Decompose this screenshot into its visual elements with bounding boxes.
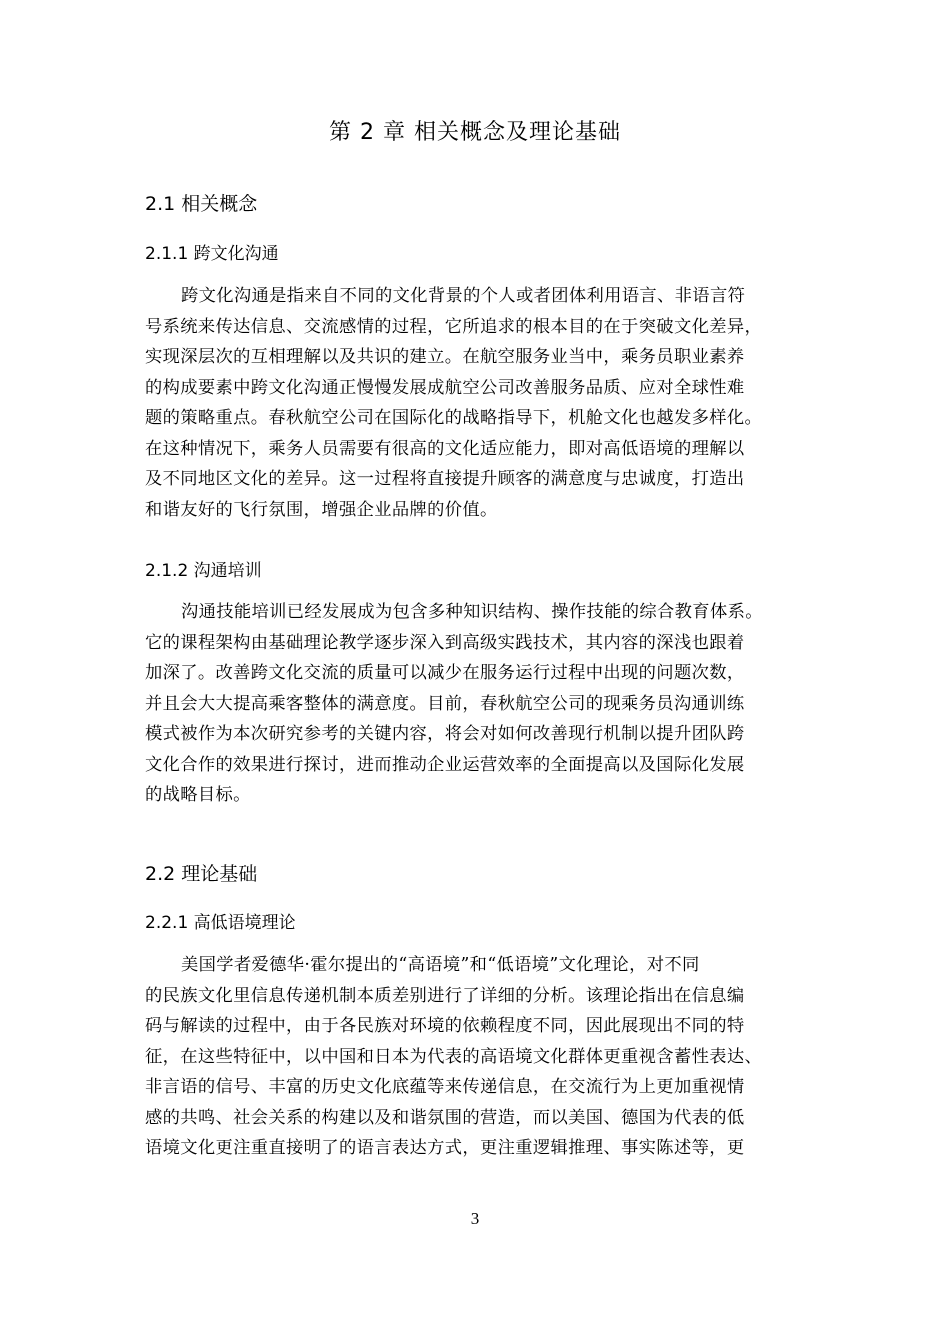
paragraph-line: 感的共鸣、社会关系的构建以及和谐氛围的营造，而以美国、德国为代表的低 <box>145 1107 745 1128</box>
paragraph-line: 语境文化更注重直接明了的语言表达方式，更注重逻辑推理、事实陈述等，更 <box>145 1138 745 1158</box>
paragraph-line: 题的策略重点。春秋航空公司在国际化的战略指导下，机舱文化也越发多样化。 <box>145 408 763 428</box>
paragraph-line: 跨文化沟通是指来自不同的文化背景的个人或者团体利用语言、非语言符 <box>181 286 746 306</box>
paragraph-line: 征，在这些特征中，以中国和日本为代表的高语境文化群体更重视含蓄性表达、 <box>145 1046 763 1067</box>
paragraph-line: 在这种情况下，乘务人员需要有很高的文化适应能力，即对高低语境的理解以 <box>145 438 745 459</box>
paragraph-line: 的民族文化里信息传递机制本质差别进行了详细的分析。该理论指出在信息编 <box>145 985 745 1006</box>
paragraph-line: 的构成要素中跨文化沟通正慢慢发展成航空公司改善服务品质、应对全球性难 <box>145 377 745 398</box>
paragraph-line: 的战略目标。 <box>145 785 251 805</box>
paragraph-line: 非言语的信号、丰富的历史文化底蕴等来传递信息，在交流行为上更加重视情 <box>145 1077 745 1097</box>
paragraph-2-2-1 <box>145 950 815 1164</box>
paragraph-line: 号系统来传达信息、交流感情的过程，它所追求的根本目的在于突破文化差异， <box>145 316 763 337</box>
section-heading-2-2: 2.2 理论基础 <box>145 863 258 885</box>
paragraph-line: 和谐友好的飞行氛围，增强企业品牌的价值。 <box>145 499 498 520</box>
paragraph-line: 模式被作为本次研究参考的关键内容，将会对如何改善现行机制以提升团队跨 <box>145 724 745 744</box>
paragraph-line: 它的课程架构由基础理论教学逐步深入到高级实践技术，其内容的深浅也跟着 <box>145 632 745 653</box>
paragraph-line: 文化合作的效果进行探讨，进而推动企业运营效率的全面提高以及国际化发展 <box>145 754 745 775</box>
paragraph-2-1-2 <box>145 597 815 811</box>
subsection-heading-2-1-1: 2.1.1 跨文化沟通 <box>145 244 279 264</box>
page-number: 3 <box>470 1209 480 1228</box>
paragraph-line: 码与解读的过程中，由于各民族对环境的依赖程度不同，因此展现出不同的特 <box>145 1016 745 1036</box>
paragraph-line: 及不同地区文化的差异。这一过程将直接提升顾客的满意度与忠诚度，打造出 <box>145 469 745 489</box>
paragraph-line: 沟通技能培训已经发展成为包含多种知识结构、操作技能的综合教育体系。 <box>181 602 763 622</box>
paragraph-line: 加深了。改善跨文化交流的质量可以减少在服务运行过程中出现的问题次数， <box>145 663 745 683</box>
section-heading-2-1: 2.1 相关概念 <box>145 193 258 215</box>
subsection-heading-2-1-2: 2.1.2 沟通培训 <box>145 561 262 581</box>
paragraph-line: 实现深层次的互相理解以及共识的建立。在航空服务业当中，乘务员职业素养 <box>145 347 745 367</box>
paragraph-line: 美国学者爱德华·霍尔提出的“高语境”和“低语境”文化理论，对不同 <box>181 955 700 975</box>
paragraph-line: 并且会大大提高乘客整体的满意度。目前，春秋航空公司的现乘务员沟通训练 <box>145 693 745 714</box>
subsection-heading-2-2-1: 2.2.1 高低语境理论 <box>145 913 296 933</box>
chapter-title: 第 2 章 相关概念及理论基础 <box>329 120 621 145</box>
paragraph-2-1-1 <box>145 281 815 525</box>
